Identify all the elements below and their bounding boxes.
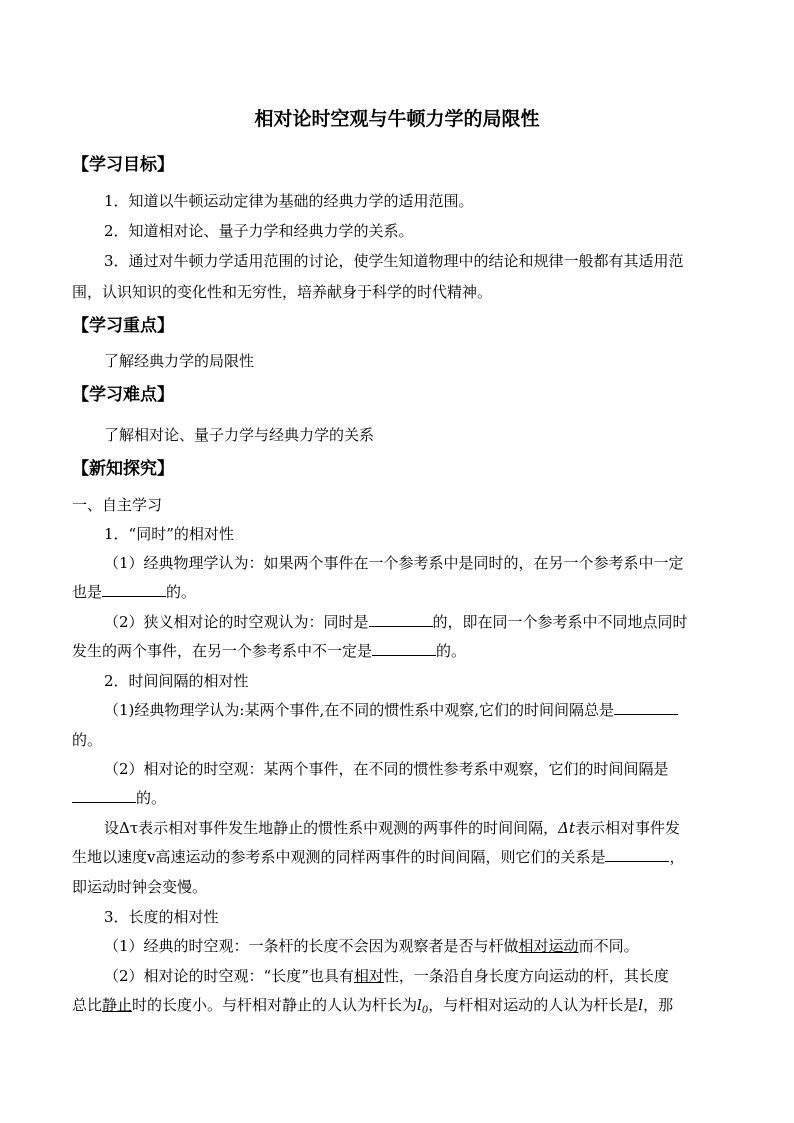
objective-3-line1: 3．通过对牛顿力学适用范围的讨论，使学生知道物理中的结论和规律一般都有其适用范 (104, 252, 684, 270)
text: 而不同。 (578, 937, 639, 955)
time-dilation-line3: 即运动时钟会变慢。 (72, 878, 208, 896)
l-symbol: l (638, 996, 644, 1014)
text: 也是 (72, 583, 103, 601)
text: 总比 (72, 996, 103, 1014)
time-relativity-line2 (72, 787, 166, 808)
text: 表示相对事件发 (575, 819, 681, 837)
text: ，那 (643, 996, 674, 1014)
text: 设Δτ表示相对事件发生地静止的惯性系中观测的两事件的时间间隔， (104, 819, 559, 837)
key-point-text: 了解经典力学的局限性 (104, 352, 255, 370)
underlined-term: 相对运动 (518, 937, 579, 955)
fill-blank (102, 582, 166, 597)
text: 生地以速度v高速运动的参考系中观测的同样两事件的时间间隔，则它们的关系是 (72, 848, 606, 866)
text: （2）相对论的时空观：“长度”也具有 (104, 967, 354, 985)
time-relativity-line1: （2）相对论的时空观：某两个事件，在不同的惯性参考系中观察，它们的时间间隔是 (104, 760, 669, 778)
text: 的。 (436, 642, 467, 660)
underlined-term: 相对 (353, 967, 384, 985)
text: （2）狭义相对论的时空观认为：同时是 (104, 613, 369, 631)
objective-3-line2: 围，认识知识的变化性和无穷性，培养献身于科学的时代精神。 (72, 283, 493, 301)
key-point-heading: 【学习重点】 (72, 316, 174, 336)
simultaneity-classical-line2 (72, 581, 196, 602)
length-relativity-line2 (72, 994, 673, 1016)
objective-2: 2．知道相对论、量子力学和经典力学的关系。 (104, 222, 414, 240)
objectives-heading: 【学习目标】 (72, 155, 174, 175)
time-dilation-line1 (104, 817, 680, 838)
time-dilation-line2 (72, 846, 685, 867)
delta-t-symbol: Δt (558, 819, 576, 837)
difficulty-text: 了解相对论、量子力学与经典力学的关系 (104, 426, 375, 444)
simultaneity-relativity-line2 (72, 640, 466, 661)
time-classical-line2: 的。 (72, 731, 103, 749)
explore-heading: 【新知探究】 (72, 459, 174, 479)
underlined-term: 静止 (102, 996, 133, 1014)
text: 的。 (166, 583, 197, 601)
text: 时的长度小。与杆相对静止的人认为杆长为 (132, 996, 418, 1014)
length-classical (104, 935, 639, 956)
fill-blank (72, 788, 136, 803)
length-relativity-line1 (104, 965, 669, 986)
time-classical-line1 (104, 699, 678, 720)
simultaneity-relativity-line1 (104, 611, 688, 632)
fill-blank (605, 847, 669, 862)
text: 发生的两个事件，在另一个参考系中不一定是 (72, 642, 373, 660)
text: ，与杆相对运动的人认为杆长是 (428, 996, 639, 1014)
text: 的。 (136, 789, 167, 807)
part-self-study: 一、自主学习 (72, 496, 163, 514)
text: （1）经典的时空观：一条杆的长度不会因为观察者是否与杆做 (104, 937, 519, 955)
difficulty-heading: 【学习难点】 (72, 385, 174, 405)
fill-blank (369, 612, 433, 627)
page-title: 相对论时空观与牛顿力学的局限性 (254, 108, 540, 130)
text: 性，一条沿自身长度方向运动的杆，其长度 (383, 967, 669, 985)
l0-subscript: 0 (421, 1005, 429, 1016)
fill-blank (372, 641, 436, 656)
text: ， (669, 848, 685, 866)
text: 的，即在同一个参考系中不同地点同时 (432, 613, 688, 631)
sub-length: 3．长度的相对性 (104, 908, 219, 926)
sub-time-interval: 2．时间间隔的相对性 (104, 672, 249, 690)
text: （1)经典物理学认为:某两个事件,在不同的惯性系中观察,它们的时间间隔总是 (104, 701, 614, 719)
simultaneity-classical-line1: （1）经典物理学认为：如果两个事件在一个参考系中是同时的，在另一个参考系中一定 (104, 554, 684, 572)
l0-symbol: l (417, 996, 422, 1014)
sub-simultaneity: 1．“同时”的相对性 (104, 525, 234, 543)
objective-1: 1．知道以牛顿运动定律为基础的经典力学的适用范围。 (104, 192, 474, 210)
fill-blank (614, 700, 678, 715)
